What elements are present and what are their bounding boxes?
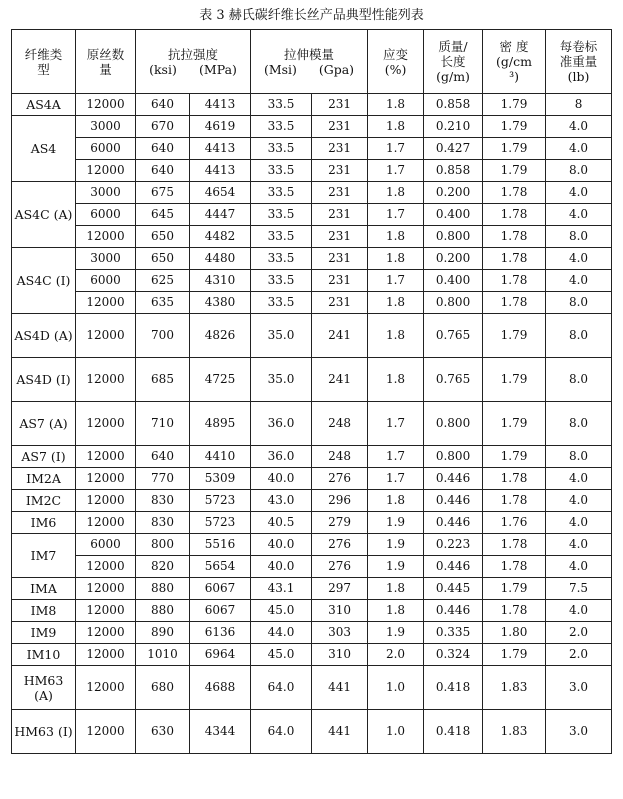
header-mass-per-length: 质量/ 长度 (g/m): [424, 30, 483, 94]
table-row: [12, 644, 612, 666]
spool-weight-cell: 8.0: [546, 358, 612, 402]
spool-weight-cell: 3.0: [546, 666, 612, 710]
density-cell: 1.79: [483, 402, 546, 446]
modulus-gpa-cell: 441: [312, 666, 368, 710]
tensile-ksi-cell: 770: [136, 468, 190, 490]
modulus-msi-cell: 33.5: [251, 226, 312, 248]
mass-per-length-cell: 0.200: [424, 248, 483, 270]
tensile-ksi-cell: 830: [136, 512, 190, 534]
density-cell: 1.79: [483, 116, 546, 138]
tensile-mpa-cell: 4410: [190, 446, 251, 468]
mass-per-length-cell: 0.858: [424, 94, 483, 116]
spool-weight-cell: 8.0: [546, 446, 612, 468]
strain-cell: 1.7: [368, 270, 424, 292]
header-fiber-type: 纤维类 型: [12, 30, 76, 94]
filament-count-cell: 6000: [76, 138, 136, 160]
fiber-grade-cell: AS4D (A): [12, 314, 76, 358]
fiber-properties-table: [11, 29, 612, 754]
filament-count-cell: 12000: [76, 468, 136, 490]
mass-per-length-cell: 0.800: [424, 292, 483, 314]
modulus-msi-cell: 33.5: [251, 94, 312, 116]
modulus-gpa-cell: 231: [312, 138, 368, 160]
strain-cell: 1.8: [368, 358, 424, 402]
modulus-msi-cell: 35.0: [251, 314, 312, 358]
filament-count-cell: 12000: [76, 578, 136, 600]
tensile-ksi-cell: 880: [136, 578, 190, 600]
modulus-msi-cell: 64.0: [251, 666, 312, 710]
filament-count-cell: 12000: [76, 358, 136, 402]
tensile-mpa-cell: 4413: [190, 94, 251, 116]
modulus-msi-cell: 43.1: [251, 578, 312, 600]
mass-per-length-cell: 0.210: [424, 116, 483, 138]
spool-weight-cell: 7.5: [546, 578, 612, 600]
table-row: [12, 94, 612, 116]
filament-count-cell: 3000: [76, 116, 136, 138]
tensile-ksi-cell: 880: [136, 600, 190, 622]
tensile-mpa-cell: 4688: [190, 666, 251, 710]
filament-count-cell: 12000: [76, 292, 136, 314]
mass-per-length-cell: 0.800: [424, 226, 483, 248]
fiber-grade-cell: HM63 (A): [12, 666, 76, 710]
modulus-msi-cell: 33.5: [251, 138, 312, 160]
strain-cell: 1.7: [368, 446, 424, 468]
tensile-ksi-cell: 640: [136, 160, 190, 182]
tensile-ksi-cell: 830: [136, 490, 190, 512]
mass-per-length-cell: 0.223: [424, 534, 483, 556]
strain-cell: 1.9: [368, 556, 424, 578]
density-cell: 1.79: [483, 358, 546, 402]
tensile-ksi-cell: 820: [136, 556, 190, 578]
spool-weight-cell: 4.0: [546, 116, 612, 138]
strain-cell: 1.7: [368, 468, 424, 490]
table-row: [12, 358, 612, 402]
modulus-gpa-cell: 231: [312, 116, 368, 138]
modulus-gpa-cell: 310: [312, 600, 368, 622]
tensile-ksi-cell: 635: [136, 292, 190, 314]
tensile-ksi-cell: 625: [136, 270, 190, 292]
fiber-grade-cell: AS7 (I): [12, 446, 76, 468]
header-spool-weight: 每卷标 准重量 (lb): [546, 30, 612, 94]
density-cell: 1.79: [483, 644, 546, 666]
tensile-ksi-cell: 890: [136, 622, 190, 644]
modulus-gpa-cell: 231: [312, 248, 368, 270]
fiber-grade-cell: IM7: [12, 534, 76, 578]
mass-per-length-cell: 0.400: [424, 270, 483, 292]
tensile-ksi-cell: 645: [136, 204, 190, 226]
table-caption: 表 3 赫氏碳纤维长丝产品典型性能列表: [199, 8, 424, 23]
filament-count-cell: 3000: [76, 182, 136, 204]
tensile-mpa-cell: 4654: [190, 182, 251, 204]
filament-count-cell: 12000: [76, 402, 136, 446]
tensile-ksi-cell: 700: [136, 314, 190, 358]
modulus-gpa-cell: 310: [312, 644, 368, 666]
tensile-ksi-cell: 1010: [136, 644, 190, 666]
filament-count-cell: 12000: [76, 226, 136, 248]
table-row: [12, 600, 612, 622]
mass-per-length-cell: 0.446: [424, 512, 483, 534]
density-cell: 1.78: [483, 292, 546, 314]
modulus-msi-cell: 33.5: [251, 160, 312, 182]
spool-weight-cell: 2.0: [546, 644, 612, 666]
fiber-grade-cell: IM2A: [12, 468, 76, 490]
spool-weight-cell: 8.0: [546, 314, 612, 358]
density-cell: 1.78: [483, 204, 546, 226]
modulus-gpa-cell: 231: [312, 160, 368, 182]
spool-weight-cell: 4.0: [546, 490, 612, 512]
modulus-msi-cell: 40.5: [251, 512, 312, 534]
filament-count-cell: 6000: [76, 270, 136, 292]
mass-per-length-cell: 0.765: [424, 314, 483, 358]
modulus-msi-cell: 33.5: [251, 292, 312, 314]
tensile-mpa-cell: 6067: [190, 600, 251, 622]
tensile-mpa-cell: 5309: [190, 468, 251, 490]
density-cell: 1.78: [483, 468, 546, 490]
table-row: [12, 182, 612, 204]
spool-weight-cell: 4.0: [546, 468, 612, 490]
header-density: 密 度 (g/cm ³): [483, 30, 546, 94]
modulus-msi-cell: 33.5: [251, 182, 312, 204]
tensile-mpa-cell: 4413: [190, 160, 251, 182]
modulus-gpa-cell: 241: [312, 358, 368, 402]
modulus-msi-cell: 36.0: [251, 402, 312, 446]
tensile-ksi-cell: 800: [136, 534, 190, 556]
tensile-ksi-cell: 630: [136, 710, 190, 754]
modulus-gpa-cell: 241: [312, 314, 368, 358]
modulus-gpa-cell: 279: [312, 512, 368, 534]
mass-per-length-cell: 0.324: [424, 644, 483, 666]
strain-cell: 1.8: [368, 490, 424, 512]
tensile-mpa-cell: 4826: [190, 314, 251, 358]
strain-cell: 1.8: [368, 292, 424, 314]
modulus-gpa-cell: 276: [312, 556, 368, 578]
strain-cell: 1.7: [368, 204, 424, 226]
modulus-msi-cell: 45.0: [251, 644, 312, 666]
mass-per-length-cell: 0.445: [424, 578, 483, 600]
header-tensile-modulus: 拉伸模量 (Msi) (Gpa): [251, 30, 368, 94]
strain-cell: 2.0: [368, 644, 424, 666]
table-row: [12, 534, 612, 556]
mass-per-length-cell: 0.765: [424, 358, 483, 402]
modulus-gpa-cell: 231: [312, 204, 368, 226]
tensile-mpa-cell: 4310: [190, 270, 251, 292]
modulus-gpa-cell: 231: [312, 94, 368, 116]
table-row: [12, 512, 612, 534]
tensile-ksi-cell: 640: [136, 94, 190, 116]
strain-cell: 1.9: [368, 512, 424, 534]
density-cell: 1.76: [483, 512, 546, 534]
tensile-ksi-cell: 710: [136, 402, 190, 446]
density-cell: 1.79: [483, 160, 546, 182]
strain-cell: 1.9: [368, 622, 424, 644]
spool-weight-cell: 4.0: [546, 534, 612, 556]
modulus-msi-cell: 43.0: [251, 490, 312, 512]
strain-cell: 1.7: [368, 402, 424, 446]
tensile-ksi-cell: 650: [136, 226, 190, 248]
fiber-grade-cell: IM10: [12, 644, 76, 666]
tensile-mpa-cell: 4725: [190, 358, 251, 402]
fiber-grade-cell: AS4A: [12, 94, 76, 116]
table-row: [12, 402, 612, 446]
modulus-msi-cell: 40.0: [251, 468, 312, 490]
spool-weight-cell: 3.0: [546, 710, 612, 754]
strain-cell: 1.7: [368, 138, 424, 160]
tensile-mpa-cell: 4482: [190, 226, 251, 248]
spool-weight-cell: 8.0: [546, 226, 612, 248]
strain-cell: 1.0: [368, 666, 424, 710]
mass-per-length-cell: 0.446: [424, 600, 483, 622]
fiber-grade-cell: AS4D (I): [12, 358, 76, 402]
filament-count-cell: 12000: [76, 314, 136, 358]
table-row: [12, 314, 612, 358]
tensile-mpa-cell: 4895: [190, 402, 251, 446]
mass-per-length-cell: 0.800: [424, 402, 483, 446]
table-row: [12, 270, 612, 292]
filament-count-cell: 12000: [76, 556, 136, 578]
mass-per-length-cell: 0.446: [424, 556, 483, 578]
mass-per-length-cell: 0.335: [424, 622, 483, 644]
strain-cell: 1.8: [368, 248, 424, 270]
spool-weight-cell: 8: [546, 94, 612, 116]
table-row: [12, 116, 612, 138]
modulus-msi-cell: 36.0: [251, 446, 312, 468]
tensile-mpa-cell: 6067: [190, 578, 251, 600]
spool-weight-cell: 4.0: [546, 270, 612, 292]
filament-count-cell: 12000: [76, 622, 136, 644]
filament-count-cell: 6000: [76, 204, 136, 226]
modulus-gpa-cell: 303: [312, 622, 368, 644]
fiber-grade-cell: IM2C: [12, 490, 76, 512]
table-body: [12, 94, 612, 754]
density-cell: 1.83: [483, 710, 546, 754]
fiber-grade-cell: HM63 (I): [12, 710, 76, 754]
table-row: [12, 710, 612, 754]
density-cell: 1.79: [483, 314, 546, 358]
table-row: [12, 226, 612, 248]
table-row: [12, 292, 612, 314]
strain-cell: 1.9: [368, 534, 424, 556]
strain-cell: 1.8: [368, 600, 424, 622]
mass-per-length-cell: 0.418: [424, 710, 483, 754]
modulus-gpa-cell: 276: [312, 468, 368, 490]
filament-count-cell: 6000: [76, 534, 136, 556]
mass-per-length-cell: 0.400: [424, 204, 483, 226]
table-row: [12, 160, 612, 182]
modulus-msi-cell: 33.5: [251, 204, 312, 226]
modulus-msi-cell: 44.0: [251, 622, 312, 644]
spool-weight-cell: 4.0: [546, 248, 612, 270]
density-cell: 1.78: [483, 490, 546, 512]
table-row: [12, 490, 612, 512]
header-filament-count: 原丝数 量: [76, 30, 136, 94]
strain-cell: 1.8: [368, 182, 424, 204]
mass-per-length-cell: 0.446: [424, 490, 483, 512]
table-row: [12, 666, 612, 710]
modulus-msi-cell: 33.5: [251, 116, 312, 138]
strain-cell: 1.8: [368, 116, 424, 138]
strain-cell: 1.8: [368, 314, 424, 358]
tensile-mpa-cell: 4619: [190, 116, 251, 138]
strain-cell: 1.0: [368, 710, 424, 754]
fiber-grade-cell: IMA: [12, 578, 76, 600]
density-cell: 1.83: [483, 666, 546, 710]
fiber-grade-cell: IM8: [12, 600, 76, 622]
spool-weight-cell: 4.0: [546, 204, 612, 226]
modulus-gpa-cell: 276: [312, 534, 368, 556]
spool-weight-cell: 2.0: [546, 622, 612, 644]
filament-count-cell: 12000: [76, 490, 136, 512]
filament-count-cell: 12000: [76, 512, 136, 534]
density-cell: 1.78: [483, 270, 546, 292]
fiber-grade-cell: IM9: [12, 622, 76, 644]
modulus-msi-cell: 40.0: [251, 556, 312, 578]
density-cell: 1.79: [483, 138, 546, 160]
fiber-grade-cell: IM6: [12, 512, 76, 534]
spool-weight-cell: 8.0: [546, 402, 612, 446]
tensile-ksi-cell: 650: [136, 248, 190, 270]
table-row: [12, 622, 612, 644]
density-cell: 1.78: [483, 226, 546, 248]
modulus-gpa-cell: 231: [312, 270, 368, 292]
tensile-mpa-cell: 6136: [190, 622, 251, 644]
spool-weight-cell: 4.0: [546, 512, 612, 534]
modulus-gpa-cell: 297: [312, 578, 368, 600]
tensile-mpa-cell: 4344: [190, 710, 251, 754]
filament-count-cell: 3000: [76, 248, 136, 270]
modulus-msi-cell: 45.0: [251, 600, 312, 622]
table-row: [12, 446, 612, 468]
modulus-gpa-cell: 231: [312, 182, 368, 204]
tensile-mpa-cell: 5723: [190, 512, 251, 534]
tensile-mpa-cell: 4413: [190, 138, 251, 160]
spool-weight-cell: 4.0: [546, 600, 612, 622]
density-cell: 1.79: [483, 94, 546, 116]
header-strain: 应变 (%): [368, 30, 424, 94]
modulus-msi-cell: 35.0: [251, 358, 312, 402]
density-cell: 1.78: [483, 600, 546, 622]
spool-weight-cell: 4.0: [546, 182, 612, 204]
fiber-grade-cell: AS4C (A): [12, 182, 76, 248]
modulus-gpa-cell: 248: [312, 402, 368, 446]
filament-count-cell: 12000: [76, 710, 136, 754]
modulus-gpa-cell: 441: [312, 710, 368, 754]
density-cell: 1.79: [483, 578, 546, 600]
tensile-mpa-cell: 5723: [190, 490, 251, 512]
spool-weight-cell: 8.0: [546, 160, 612, 182]
modulus-gpa-cell: 231: [312, 292, 368, 314]
modulus-gpa-cell: 231: [312, 226, 368, 248]
density-cell: 1.80: [483, 622, 546, 644]
tensile-ksi-cell: 685: [136, 358, 190, 402]
spool-weight-cell: 4.0: [546, 138, 612, 160]
table-row: [12, 204, 612, 226]
tensile-mpa-cell: 5654: [190, 556, 251, 578]
filament-count-cell: 12000: [76, 446, 136, 468]
table-row: [12, 248, 612, 270]
modulus-msi-cell: 33.5: [251, 248, 312, 270]
header-row: [12, 30, 612, 94]
mass-per-length-cell: 0.418: [424, 666, 483, 710]
filament-count-cell: 12000: [76, 160, 136, 182]
tensile-mpa-cell: 4480: [190, 248, 251, 270]
tensile-mpa-cell: 4447: [190, 204, 251, 226]
spool-weight-cell: 4.0: [546, 556, 612, 578]
mass-per-length-cell: 0.200: [424, 182, 483, 204]
tensile-ksi-cell: 640: [136, 446, 190, 468]
mass-per-length-cell: 0.427: [424, 138, 483, 160]
filament-count-cell: 12000: [76, 666, 136, 710]
tensile-ksi-cell: 675: [136, 182, 190, 204]
density-cell: 1.78: [483, 248, 546, 270]
tensile-ksi-cell: 670: [136, 116, 190, 138]
density-cell: 1.78: [483, 556, 546, 578]
tensile-mpa-cell: 6964: [190, 644, 251, 666]
modulus-msi-cell: 33.5: [251, 270, 312, 292]
strain-cell: 1.8: [368, 226, 424, 248]
tensile-mpa-cell: 5516: [190, 534, 251, 556]
filament-count-cell: 12000: [76, 644, 136, 666]
fiber-grade-cell: AS4: [12, 116, 76, 182]
mass-per-length-cell: 0.800: [424, 446, 483, 468]
density-cell: 1.79: [483, 446, 546, 468]
modulus-gpa-cell: 248: [312, 446, 368, 468]
mass-per-length-cell: 0.446: [424, 468, 483, 490]
strain-cell: 1.8: [368, 94, 424, 116]
tensile-mpa-cell: 4380: [190, 292, 251, 314]
modulus-gpa-cell: 296: [312, 490, 368, 512]
fiber-grade-cell: AS7 (A): [12, 402, 76, 446]
mass-per-length-cell: 0.858: [424, 160, 483, 182]
filament-count-cell: 12000: [76, 94, 136, 116]
table-row: [12, 578, 612, 600]
table-row: [12, 468, 612, 490]
density-cell: 1.78: [483, 182, 546, 204]
strain-cell: 1.8: [368, 578, 424, 600]
header-tensile-strength: 抗拉强度 (ksi) (MPa): [136, 30, 251, 94]
tensile-ksi-cell: 640: [136, 138, 190, 160]
modulus-msi-cell: 64.0: [251, 710, 312, 754]
strain-cell: 1.7: [368, 160, 424, 182]
density-cell: 1.78: [483, 534, 546, 556]
fiber-grade-cell: AS4C (I): [12, 248, 76, 314]
table-row: [12, 556, 612, 578]
tensile-ksi-cell: 680: [136, 666, 190, 710]
modulus-msi-cell: 40.0: [251, 534, 312, 556]
spool-weight-cell: 8.0: [546, 292, 612, 314]
table-row: [12, 138, 612, 160]
filament-count-cell: 12000: [76, 600, 136, 622]
